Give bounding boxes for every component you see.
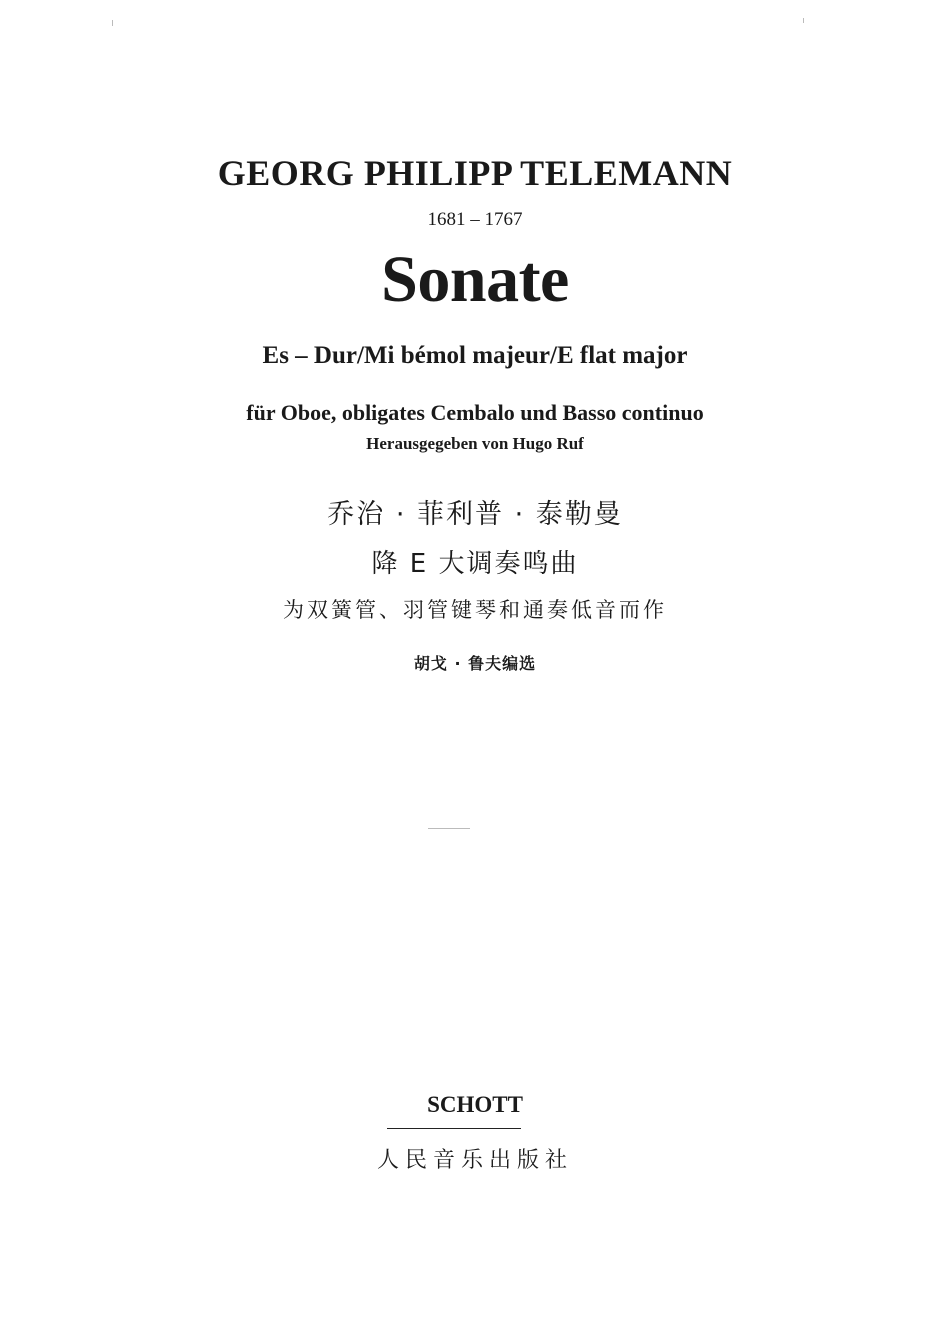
instrumentation-zh: 为双簧管、羽管键琴和通奏低音而作: [283, 598, 667, 622]
scan-speck: [428, 828, 470, 829]
composer-dates: 1681 – 1767: [427, 209, 523, 230]
work-title: Sonate: [381, 243, 569, 316]
work-key: Es – Dur/Mi bémol majeur/E flat major: [262, 342, 688, 369]
composer-name: GEORG PHILIPP TELEMANN: [217, 153, 733, 193]
editor-credit-zh: 胡戈 · 鲁夫编选: [413, 654, 537, 673]
work-title-zh: 降 E 大调奏鸣曲: [371, 549, 579, 579]
scan-speck: [803, 18, 804, 23]
instrumentation: für Oboe, obligates Cembalo und Basso continuo: [246, 400, 704, 425]
publisher-divider: [387, 1128, 521, 1129]
scan-speck: [112, 20, 113, 26]
publisher-name-zh: 人民音乐出版社: [376, 1148, 573, 1173]
composer-name-zh: 乔治 · 菲利普 · 泰勒曼: [327, 499, 623, 530]
editor-credit: Herausgegeben von Hugo Ruf: [366, 434, 584, 453]
publisher-name: SCHOTT: [427, 1092, 523, 1117]
